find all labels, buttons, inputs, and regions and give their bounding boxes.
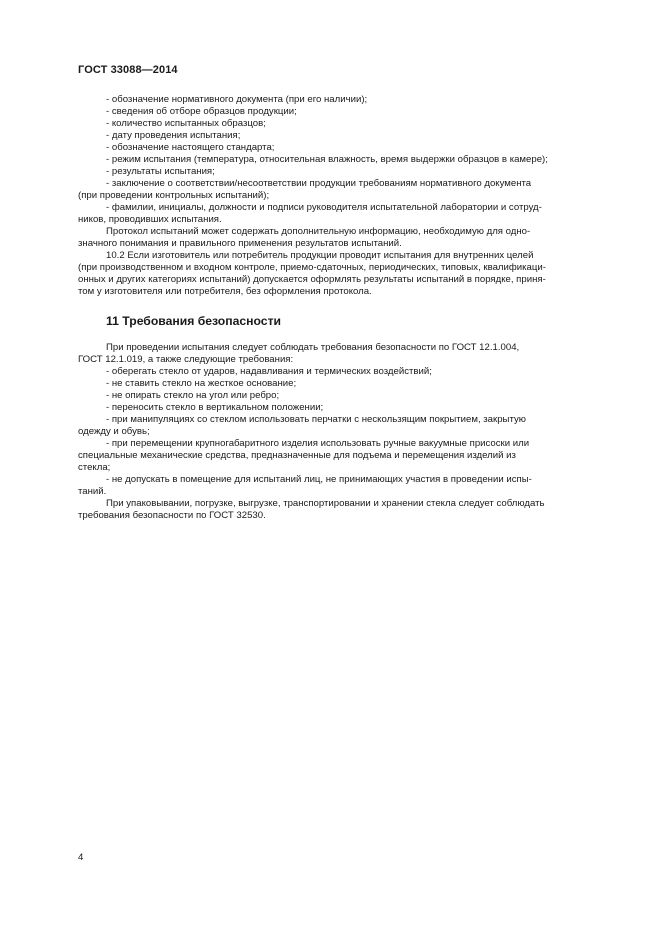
list-item: - результаты испытания;	[106, 166, 215, 177]
list-item: - сведения об отборе образцов продукции;	[106, 106, 297, 117]
list-item-line	[78, 202, 615, 214]
paragraph-line: При проведении испытания следует соблюдать требования безопасности по ГОСТ 12.1.004,	[106, 342, 520, 353]
section-title: 11 Требования безопасности	[106, 314, 282, 328]
list-item: - обозначение настоящего стандарта;	[106, 142, 275, 153]
section-11-intro	[78, 342, 615, 366]
safety-requirements-list	[78, 366, 615, 498]
paragraph-line: (при производственном и входном контроле, приемо-сдаточных, периодических, типовых, квалификаци-	[78, 262, 546, 273]
list-item-continuation: (при проведении контрольных испытаний);	[78, 190, 270, 201]
list-item-continuation: одежду и обувь;	[78, 426, 150, 437]
list-item: - не опирать стекло на угол или ребро;	[106, 390, 280, 401]
list-item-continuation: ников, проводивших испытания.	[78, 214, 222, 225]
section-11-closing	[78, 498, 615, 522]
list-item-line	[78, 178, 615, 190]
text-segment: - фамилии, инициалы, должности и подписи руководителя испытательной лаборатории и сотруд-	[106, 202, 542, 213]
list-item: - не ставить стекло на жесткое основание;	[106, 378, 297, 389]
protocol-list	[78, 94, 615, 226]
paragraph-line: 10.2 Если изготовитель или потребитель продукции проводит испытания для внутренних целей	[106, 250, 534, 261]
protocol-note-paragraph	[78, 226, 615, 250]
list-item: - количество испытанных образцов;	[106, 118, 266, 129]
list-item: - дату проведения испытания;	[106, 130, 241, 141]
clause-10-2	[78, 250, 615, 298]
list-item: - обозначение нормативного документа (при его наличии);	[106, 94, 368, 105]
paragraph-line: Протокол испытаний может содержать дополнительную информацию, необходимую для одно-	[106, 226, 531, 237]
paragraph-line: онных и других категориях испытаний) допускается оформлять результаты испытаний в порядке, приня-	[78, 274, 546, 285]
paragraph-line: ГОСТ 12.1.019, а также следующие требования:	[78, 354, 294, 365]
list-item: - режим испытания (температура, относительная влажность, время выдержки образцов в камере);	[106, 154, 548, 165]
list-item: - при перемещении крупногабаритного изделия использовать ручные вакуумные присоски или	[106, 438, 530, 449]
document-header: ГОСТ 33088—2014	[78, 64, 178, 76]
paragraph-line: требования безопасности по ГОСТ 32530.	[78, 510, 266, 521]
list-item-continuation: таний.	[78, 486, 107, 497]
list-item: - при манипуляциях со стеклом использовать перчатки с нескользящим покрытием, закрытую	[106, 414, 526, 425]
list-item-continuation: стекла;	[78, 462, 111, 473]
paragraph-line: значного понимания и правильного применения результатов испытаний.	[78, 238, 402, 249]
list-item-continuation: специальные механические средства, предназначенные для подъема и перемещения изделий из	[78, 450, 516, 461]
list-item: - переносить стекло в вертикальном положении;	[106, 402, 324, 413]
page-number: 4	[78, 852, 84, 863]
paragraph-line: том у изготовителя или потребителя, без оформления протокола.	[78, 286, 372, 297]
list-item: - оберегать стекло от ударов, надавливания и термических воздействий;	[106, 366, 432, 377]
document-body	[78, 94, 615, 522]
paragraph-line: При упаковывании, погрузке, выгрузке, транспортировании и хранении стекла следует соблюдать	[106, 498, 545, 509]
text-segment: - заключение о соответствии/несоответствии продукции требованиям нормативного документа	[106, 178, 532, 189]
list-item: - не допускать в помещение для испытаний лиц, не принимающих участия в проведении испы-	[106, 474, 532, 485]
